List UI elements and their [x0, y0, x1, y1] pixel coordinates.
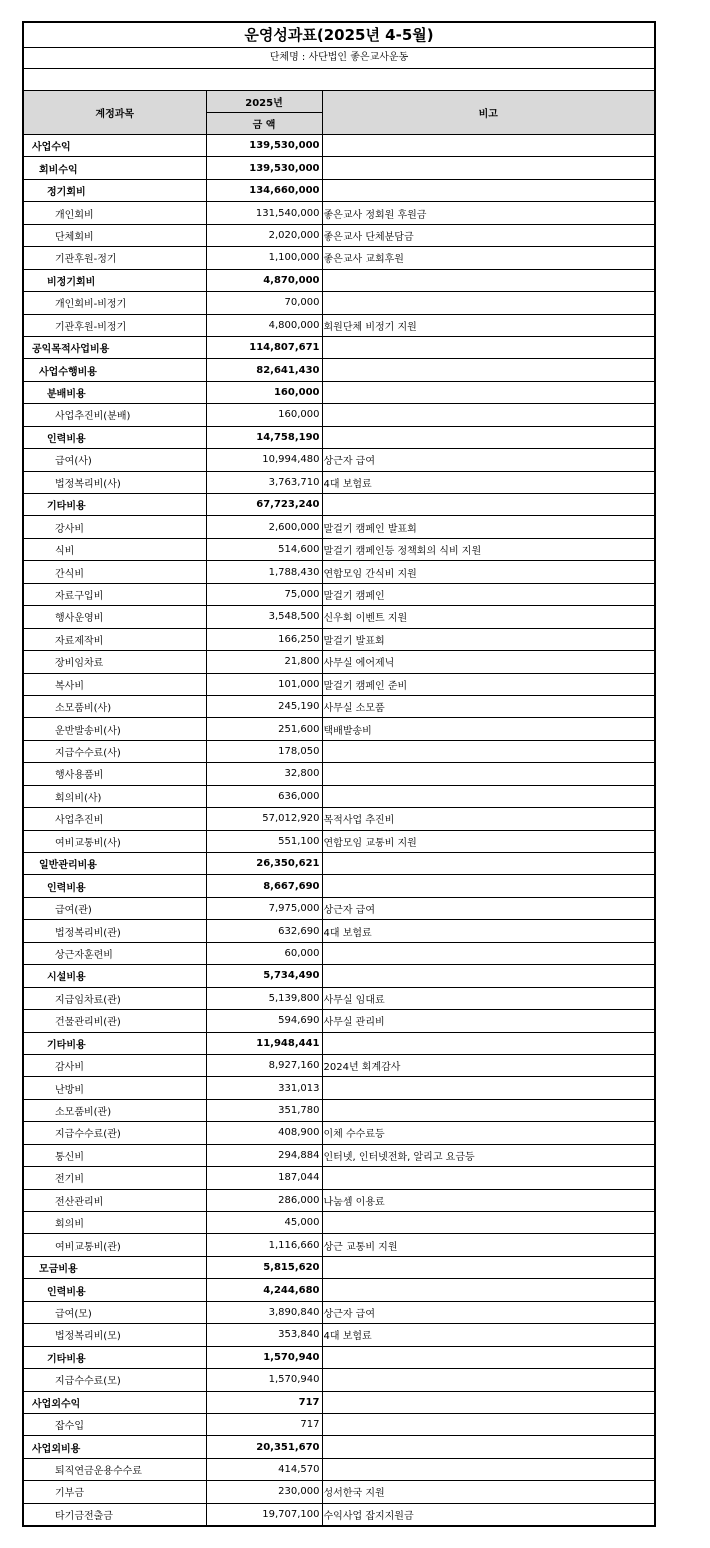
amount-cell: 187,044: [206, 1167, 322, 1189]
note-cell: 말걸기 발표회: [322, 628, 654, 650]
account-name: 여비교통비(관): [24, 1234, 206, 1256]
amount-cell: 101,000: [206, 673, 322, 695]
account-name: 복사비: [24, 673, 206, 695]
account-name: 식비: [24, 538, 206, 560]
table-row: [24, 583, 654, 605]
account-name: 사업수익: [24, 135, 206, 157]
amount-cell: 408,900: [206, 1122, 322, 1144]
table-row: [24, 224, 654, 246]
note-cell: [322, 179, 654, 201]
amount-cell: 32,800: [206, 763, 322, 785]
note-cell: 4대 보험료: [322, 920, 654, 942]
table-row: [24, 673, 654, 695]
amount-cell: 636,000: [206, 785, 322, 807]
note-cell: 목적사업 추진비: [322, 808, 654, 830]
account-name: 지급수수료(모): [24, 1369, 206, 1391]
table-row: [24, 740, 654, 762]
table-row: [24, 381, 654, 403]
note-header: 비고: [322, 91, 654, 135]
amount-cell: 8,667,690: [206, 875, 322, 897]
account-name: 시설비용: [24, 965, 206, 987]
note-cell: [322, 135, 654, 157]
account-name: 행사운영비: [24, 606, 206, 628]
table-row: [24, 157, 654, 179]
table-row: [24, 426, 654, 448]
account-name: 인력비용: [24, 426, 206, 448]
amount-cell: 230,000: [206, 1481, 322, 1503]
amount-cell: 245,190: [206, 695, 322, 717]
account-name: 강사비: [24, 516, 206, 538]
account-name: 인력비용: [24, 875, 206, 897]
note-cell: [322, 1346, 654, 1368]
amount-cell: 82,641,430: [206, 359, 322, 381]
account-name: 개인회비: [24, 202, 206, 224]
amount-cell: 1,570,940: [206, 1369, 322, 1391]
account-name: 잡수입: [24, 1413, 206, 1435]
amount-cell: 114,807,671: [206, 336, 322, 358]
account-name: 여비교통비(사): [24, 830, 206, 852]
note-cell: 인터넷, 인터넷전화, 알리고 요금등: [322, 1144, 654, 1166]
table-row: [24, 897, 654, 919]
amount-cell: 10,994,480: [206, 449, 322, 471]
note-cell: 4대 보험료: [322, 471, 654, 493]
account-name: 회비수익: [24, 157, 206, 179]
amount-cell: 60,000: [206, 942, 322, 964]
account-name: 기타비용: [24, 1032, 206, 1054]
account-name: 공익목적사업비용: [24, 336, 206, 358]
account-name: 건물관리비(관): [24, 1010, 206, 1032]
table-row: [24, 651, 654, 673]
amount-cell: 717: [206, 1413, 322, 1435]
account-name: 사업외비용: [24, 1436, 206, 1458]
table-row: [24, 853, 654, 875]
amount-cell: 134,660,000: [206, 179, 322, 201]
note-cell: [322, 1413, 654, 1435]
report-title: 운영성과표(2025년 4-5월): [24, 23, 654, 48]
note-cell: [322, 404, 654, 426]
amount-cell: 67,723,240: [206, 494, 322, 516]
account-name: 전산관리비: [24, 1189, 206, 1211]
amount-cell: 1,788,430: [206, 561, 322, 583]
account-name: 급여(모): [24, 1301, 206, 1323]
account-name: 일반관리비용: [24, 853, 206, 875]
note-cell: [322, 1167, 654, 1189]
table-row: [24, 1458, 654, 1480]
account-name: 회의비: [24, 1212, 206, 1234]
note-cell: 나눔셈 이용료: [322, 1189, 654, 1211]
account-name: 사업수행비용: [24, 359, 206, 381]
account-name: 개인회비-비정기: [24, 292, 206, 314]
account-name: 비정기회비: [24, 269, 206, 291]
amount-cell: 1,116,660: [206, 1234, 322, 1256]
table-row: [24, 1099, 654, 1121]
table-row: [24, 292, 654, 314]
header-row: [24, 91, 654, 113]
amount-cell: 351,780: [206, 1099, 322, 1121]
note-cell: [322, 1032, 654, 1054]
note-cell: 말걸기 캠페인 준비: [322, 673, 654, 695]
table-row: [24, 269, 654, 291]
table-row: [24, 808, 654, 830]
note-cell: 좋은교사 단체분담금: [322, 224, 654, 246]
amount-cell: 5,734,490: [206, 965, 322, 987]
note-cell: [322, 336, 654, 358]
note-cell: [322, 1436, 654, 1458]
account-name: 분배비용: [24, 381, 206, 403]
table-row: [24, 404, 654, 426]
account-name: 통신비: [24, 1144, 206, 1166]
note-cell: [322, 1279, 654, 1301]
table-row: [24, 202, 654, 224]
table-row: [24, 494, 654, 516]
note-cell: [322, 381, 654, 403]
note-cell: [322, 740, 654, 762]
amount-cell: 7,975,000: [206, 897, 322, 919]
table-row: [24, 336, 654, 358]
year-header: 2025년: [206, 91, 322, 113]
account-name: 사업외수익: [24, 1391, 206, 1413]
amount-cell: 3,548,500: [206, 606, 322, 628]
account-name: 사업추진비(분배): [24, 404, 206, 426]
table-row: [24, 516, 654, 538]
amount-cell: 286,000: [206, 1189, 322, 1211]
account-header: 계정과목: [24, 91, 206, 135]
table-row: [24, 1324, 654, 1346]
table-row: [24, 1256, 654, 1278]
account-name: 소모품비(관): [24, 1099, 206, 1121]
amount-cell: 717: [206, 1391, 322, 1413]
account-name: 정기회비: [24, 179, 206, 201]
amount-cell: 131,540,000: [206, 202, 322, 224]
account-name: 소모품비(사): [24, 695, 206, 717]
note-cell: [322, 965, 654, 987]
table-row: [24, 1503, 654, 1525]
note-cell: [322, 1369, 654, 1391]
table-row: [24, 179, 654, 201]
amount-cell: 414,570: [206, 1458, 322, 1480]
amount-cell: 632,690: [206, 920, 322, 942]
note-cell: [322, 763, 654, 785]
table-row: [24, 1481, 654, 1503]
table-row: [24, 359, 654, 381]
amount-cell: 21,800: [206, 651, 322, 673]
note-cell: [322, 1256, 654, 1278]
amount-cell: 160,000: [206, 381, 322, 403]
note-cell: 사무실 관리비: [322, 1010, 654, 1032]
table-row: [24, 135, 654, 157]
account-name: 급여(관): [24, 897, 206, 919]
note-cell: [322, 157, 654, 179]
note-cell: [322, 1458, 654, 1480]
amount-cell: 166,250: [206, 628, 322, 650]
amount-cell: 1,570,940: [206, 1346, 322, 1368]
account-name: 급여(사): [24, 449, 206, 471]
table-row: [24, 1122, 654, 1144]
note-cell: [322, 426, 654, 448]
amount-cell: 139,530,000: [206, 135, 322, 157]
account-name: 자료구입비: [24, 583, 206, 605]
amount-cell: 353,840: [206, 1324, 322, 1346]
table-row: [24, 1032, 654, 1054]
account-name: 난방비: [24, 1077, 206, 1099]
account-name: 지급수수료(사): [24, 740, 206, 762]
amount-cell: 514,600: [206, 538, 322, 560]
note-cell: [322, 785, 654, 807]
note-cell: 2024년 회계감사: [322, 1054, 654, 1076]
note-cell: 말걸기 캠페인등 정책회의 식비 지원: [322, 538, 654, 560]
account-name: 자료제작비: [24, 628, 206, 650]
amount-cell: 5,815,620: [206, 1256, 322, 1278]
note-cell: 성서한국 지원: [322, 1481, 654, 1503]
amount-cell: 8,927,160: [206, 1054, 322, 1076]
account-name: 법정복리비(관): [24, 920, 206, 942]
table-row: [24, 1189, 654, 1211]
amount-cell: 160,000: [206, 404, 322, 426]
table-row: [24, 987, 654, 1009]
table-row: [24, 785, 654, 807]
account-name: 법정복리비(모): [24, 1324, 206, 1346]
amount-cell: 20,351,670: [206, 1436, 322, 1458]
account-name: 단체회비: [24, 224, 206, 246]
table-row: [24, 1167, 654, 1189]
table-row: [24, 695, 654, 717]
table-row: [24, 449, 654, 471]
amount-cell: 14,758,190: [206, 426, 322, 448]
account-name: 기관후원-정기: [24, 247, 206, 269]
account-name: 지급수수료(관): [24, 1122, 206, 1144]
amount-cell: 139,530,000: [206, 157, 322, 179]
table-row: [24, 1054, 654, 1076]
account-name: 장비임차료: [24, 651, 206, 673]
table-row: [24, 875, 654, 897]
note-cell: [322, 359, 654, 381]
account-name: 기관후원-비정기: [24, 314, 206, 336]
table-row: [24, 1436, 654, 1458]
amount-cell: 11,948,441: [206, 1032, 322, 1054]
account-name: 전기비: [24, 1167, 206, 1189]
note-cell: 좋은교사 교회후원: [322, 247, 654, 269]
account-name: 타기금전출금: [24, 1503, 206, 1525]
table-row: [24, 1413, 654, 1435]
amount-cell: 57,012,920: [206, 808, 322, 830]
table-row: [24, 1391, 654, 1413]
table-row: [24, 965, 654, 987]
table-row: [24, 247, 654, 269]
note-cell: [322, 1077, 654, 1099]
table-row: [24, 718, 654, 740]
table-row: [24, 1010, 654, 1032]
amount-cell: 70,000: [206, 292, 322, 314]
table-row: [24, 1144, 654, 1166]
amount-cell: 294,884: [206, 1144, 322, 1166]
amount-cell: 551,100: [206, 830, 322, 852]
amount-cell: 5,139,800: [206, 987, 322, 1009]
account-name: 지급임차료(관): [24, 987, 206, 1009]
note-cell: [322, 292, 654, 314]
table-row: [24, 606, 654, 628]
note-cell: 상근 교통비 지원: [322, 1234, 654, 1256]
amount-cell: 1,100,000: [206, 247, 322, 269]
amount-cell: 331,013: [206, 1077, 322, 1099]
table-row: [24, 942, 654, 964]
note-cell: [322, 853, 654, 875]
table-row: [24, 1346, 654, 1368]
table-row: [24, 471, 654, 493]
amount-cell: 3,890,840: [206, 1301, 322, 1323]
amount-cell: 4,800,000: [206, 314, 322, 336]
table-row: [24, 1212, 654, 1234]
account-name: 운반발송비(사): [24, 718, 206, 740]
account-name: 법정복리비(사): [24, 471, 206, 493]
organization-name: 단체명 : 사단법인 좋은교사운동: [24, 48, 654, 69]
note-cell: [322, 875, 654, 897]
note-cell: 택배발송비: [322, 718, 654, 740]
table-row: [24, 1301, 654, 1323]
amount-cell: 75,000: [206, 583, 322, 605]
note-cell: 사무실 소모품: [322, 695, 654, 717]
table-row: [24, 830, 654, 852]
table-row: [24, 561, 654, 583]
account-name: 모금비용: [24, 1256, 206, 1278]
amount-cell: 251,600: [206, 718, 322, 740]
note-cell: 4대 보험료: [322, 1324, 654, 1346]
amount-cell: 26,350,621: [206, 853, 322, 875]
amount-cell: 4,244,680: [206, 1279, 322, 1301]
account-name: 퇴직연금운용수수료: [24, 1458, 206, 1480]
table-row: [24, 1369, 654, 1391]
account-name: 기타비용: [24, 1346, 206, 1368]
amount-cell: 19,707,100: [206, 1503, 322, 1525]
account-name: 간식비: [24, 561, 206, 583]
table-row: [24, 628, 654, 650]
account-name: 감사비: [24, 1054, 206, 1076]
account-name: 인력비용: [24, 1279, 206, 1301]
amount-cell: 3,763,710: [206, 471, 322, 493]
note-cell: 사무실 임대료: [322, 987, 654, 1009]
note-cell: [322, 1212, 654, 1234]
table-row: [24, 920, 654, 942]
note-cell: [322, 942, 654, 964]
amount-cell: 45,000: [206, 1212, 322, 1234]
account-name: 회의비(사): [24, 785, 206, 807]
note-cell: [322, 269, 654, 291]
account-name: 상근자훈련비: [24, 942, 206, 964]
note-cell: 연합모임 교통비 지원: [322, 830, 654, 852]
note-cell: [322, 1391, 654, 1413]
account-name: 기부금: [24, 1481, 206, 1503]
blank-row: [24, 69, 654, 91]
account-name: 사업추진비: [24, 808, 206, 830]
note-cell: 말걸기 캠페인 발표회: [322, 516, 654, 538]
note-cell: [322, 1099, 654, 1121]
amount-cell: 178,050: [206, 740, 322, 762]
amount-cell: 2,600,000: [206, 516, 322, 538]
note-cell: 신우회 이벤트 지원: [322, 606, 654, 628]
operating-results-sheet: [22, 21, 656, 1527]
note-cell: 상근자 급여: [322, 897, 654, 919]
note-cell: 좋은교사 정회원 후원금: [322, 202, 654, 224]
account-name: 기타비용: [24, 494, 206, 516]
account-name: 행사용품비: [24, 763, 206, 785]
table-row: [24, 1077, 654, 1099]
note-cell: 사무실 에어제닉: [322, 651, 654, 673]
results-table: [24, 91, 654, 1525]
note-cell: [322, 494, 654, 516]
note-cell: 이체 수수료등: [322, 1122, 654, 1144]
amount-cell: 594,690: [206, 1010, 322, 1032]
note-cell: 말걸기 캠페인: [322, 583, 654, 605]
table-row: [24, 1279, 654, 1301]
note-cell: 상근자 급여: [322, 449, 654, 471]
table-row: [24, 1234, 654, 1256]
amount-cell: 2,020,000: [206, 224, 322, 246]
table-row: [24, 538, 654, 560]
table-row: [24, 314, 654, 336]
table-row: [24, 763, 654, 785]
amount-cell: 4,870,000: [206, 269, 322, 291]
amount-header: 금 액: [206, 113, 322, 135]
note-cell: 상근자 급여: [322, 1301, 654, 1323]
note-cell: 연합모임 간식비 지원: [322, 561, 654, 583]
note-cell: 수익사업 잡지지원금: [322, 1503, 654, 1525]
note-cell: 회원단체 비정기 지원: [322, 314, 654, 336]
